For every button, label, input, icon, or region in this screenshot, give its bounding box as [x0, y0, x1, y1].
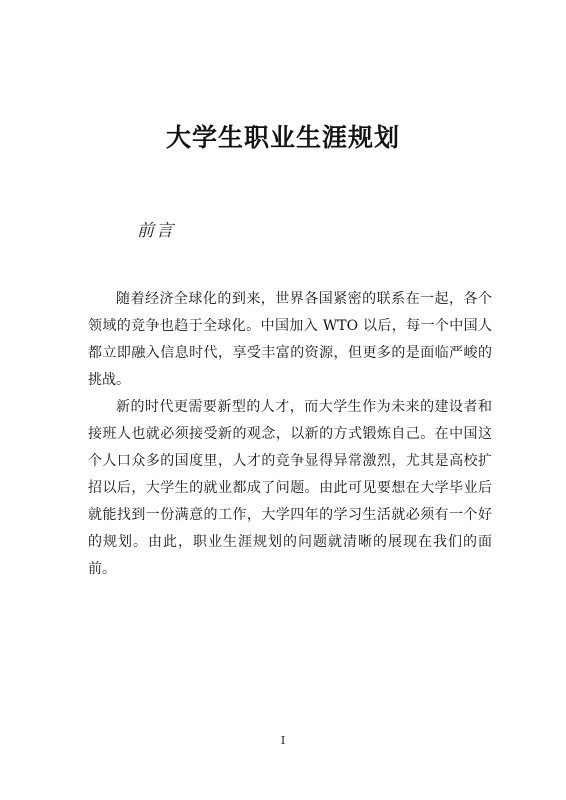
page-number: I: [280, 734, 286, 747]
section-heading-preface: 前言: [137, 221, 175, 241]
document-title: 大学生职业生涯规划: [165, 123, 400, 152]
paragraph: 新的时代更需要新型的人才，而大学生作为未来的建设者和接班人也就必须接受新的观念，以新的方式锻炼自己。在中国这个人口众多的国度里，人才的竞争显得异常激烈，尤其是高校扩招以后，大学生的就业都成了问题。由此可见要想在大学毕业后就能找到一份满意的工作，大学四年的学习生活就必须有一个好的规划。由此，职业生涯规划的问题就清晰的展现在我们的面前。: [88, 399, 492, 577]
paragraph: 随着经济全球化的到来，世界各国紧密的联系在一起，各个领域的竞争也趋于全球化。中国加入 WTO 以后，每一个中国人都立即融入信息时代，享受丰富的资源，但更多的是面临严峻的挑战。: [88, 291, 492, 388]
body-text: [88, 286, 492, 583]
